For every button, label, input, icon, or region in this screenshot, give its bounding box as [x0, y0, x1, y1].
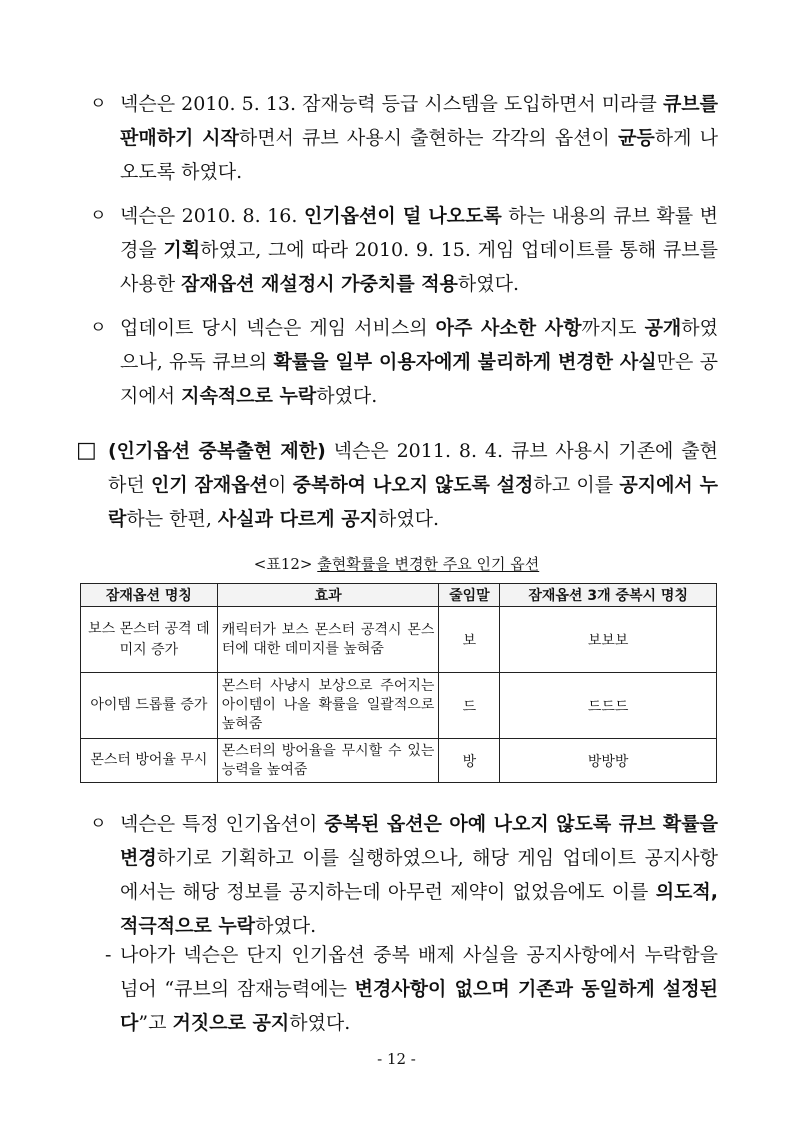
- header-abbrev: 줄임말: [439, 584, 500, 607]
- text-segment: 하는 한편,: [126, 508, 218, 530]
- text-segment: 하였고, 그에 따라 2010. 9. 15. 게임 업데이트를 통해 큐브를 사용한: [120, 239, 718, 295]
- cell-option-name: 몬스터 방어율 무시: [81, 739, 218, 783]
- dash-marker: -: [105, 944, 112, 966]
- header-option-name: 잠재옵션 명칭: [81, 584, 218, 607]
- text-segment: 넥슨은 2011. 8. 4. 큐브 사용시 기존에 출현하던: [108, 440, 718, 496]
- bullet-paragraph-3: [120, 311, 718, 413]
- bold-text-segment: 의도적, 적극적으로 누락: [120, 881, 718, 937]
- bold-text-segment: 잠재옵션 재설정시 가중치를 적용: [181, 273, 458, 295]
- text-segment: 하였으나, 유독 큐브의: [120, 317, 718, 373]
- text-segment: 하였다.: [289, 1012, 351, 1034]
- header-triple-name: 잠재옵션 3개 중복시 명칭: [500, 584, 717, 607]
- text-segment: 하였다.: [377, 508, 440, 530]
- text-segment: 하였다.: [316, 385, 378, 407]
- cell-option-name: 아이템 드롭률 증가: [81, 673, 218, 739]
- cell-triple-name: 방방방: [500, 739, 717, 783]
- bullet-paragraph-1: [120, 87, 718, 189]
- table-caption: [0, 553, 793, 574]
- text-segment: ”고: [138, 1012, 173, 1034]
- bullet-paragraph-4: [120, 807, 718, 943]
- header-effect: 효과: [217, 584, 439, 607]
- bold-text-segment: 균등: [618, 127, 655, 149]
- cell-triple-name: 드드드: [500, 673, 717, 739]
- bold-text-segment: 큐브를 판매하기 시작: [120, 93, 718, 149]
- bold-text-segment: 공개: [644, 317, 682, 339]
- text-segment: 하였다.: [457, 273, 520, 295]
- bullet-marker: ㅇ: [90, 94, 107, 114]
- table-caption-prefix: <표12>: [253, 555, 318, 573]
- page-number: - 12 -: [377, 1050, 416, 1068]
- bold-text-segment: 공지에서 누락: [108, 474, 718, 530]
- cell-option-name: 보스 몬스터 공격 데미지 증가: [81, 607, 218, 673]
- text-segment: 이: [267, 474, 293, 496]
- bold-text-segment: 지속적으로 누락: [181, 385, 317, 407]
- bold-text-segment: 중복된 옵션은 아예 나오지 않도록 큐브 확률을 변경: [120, 813, 718, 869]
- bold-text-segment: 중복하여 나오지 않도록 설정: [292, 474, 534, 496]
- bullet-marker: ㅇ: [90, 814, 107, 834]
- cell-abbrev: 방: [439, 739, 500, 783]
- text-segment: 하면서 큐브 사용시 출현하는 각각의 옵션이: [238, 127, 619, 149]
- bullet-marker: ㅇ: [90, 206, 107, 226]
- text-segment: 하기로 기획하고 이를 실행하였으나, 해당 게임 업데이트 공지사항에서는 해당 정보를 공지하는데 아무런 제약이 없었음에도 이를: [120, 847, 718, 903]
- dash-paragraph: [120, 938, 718, 1040]
- cell-effect: 몬스터의 방어율을 무시할 수 있는 능력을 높여줌: [217, 739, 439, 783]
- cell-effect: 캐릭터가 보스 몬스터 공격시 몬스터에 대한 데미지를 높혀줌: [217, 607, 439, 673]
- bold-text-segment: 아주 사소한 사항: [435, 317, 582, 339]
- table-row: [81, 739, 717, 783]
- section-square-marker: □: [76, 438, 97, 463]
- cell-triple-name: 보보보: [500, 607, 717, 673]
- bold-text-segment: 인기옵션이 덜 나오도록: [303, 205, 502, 227]
- bold-text-segment: 기획: [163, 239, 201, 261]
- text-segment: 하고 이를: [533, 474, 620, 496]
- bold-text-segment: (인기옵션 중복출현 제한): [108, 440, 326, 462]
- bold-text-segment: 변경사항이 없으며 기존과 동일하게 설정된다: [120, 978, 718, 1034]
- text-segment: 하는 내용의 큐브 확률 변경을: [120, 205, 718, 261]
- bullet-marker: ㅇ: [90, 318, 107, 338]
- table-row: [81, 607, 717, 673]
- section-paragraph: [108, 434, 718, 536]
- text-segment: 나아가 넥슨은 단지 인기옵션 중복 배제 사실을 공지사항에서 누락함을 넘어 “큐브의 잠재능력에는: [120, 944, 718, 1000]
- cell-abbrev: 보: [439, 607, 500, 673]
- text-segment: 업데이트 당시 넥슨은 게임 서비스의: [120, 317, 436, 339]
- text-segment: 하였다.: [255, 915, 317, 937]
- text-segment: 넥슨은 2010. 8. 16.: [120, 205, 304, 227]
- text-segment: 까지도: [581, 317, 645, 339]
- text-segment: 하게 나오도록 하였다.: [120, 127, 718, 183]
- option-table: [80, 583, 717, 783]
- text-segment: 넥슨은 2010. 5. 13. 잠재능력 등급 시스템을 도입하면서 미라클: [120, 93, 663, 115]
- bold-text-segment: 확률을 일부 이용자에게 불리하게 변경한 사실: [273, 351, 657, 373]
- bold-text-segment: 사실과 다르게 공지: [217, 508, 378, 530]
- bullet-paragraph-2: [120, 199, 718, 301]
- bold-text-segment: 인기 잠재옵션: [150, 474, 268, 496]
- table-caption-title: 출현확률을 변경한 주요 인기 옵션: [317, 555, 540, 573]
- bold-text-segment: 거짓으로 공지: [172, 1012, 290, 1034]
- text-segment: 만은 공지에서: [120, 351, 718, 407]
- cell-abbrev: 드: [439, 673, 500, 739]
- text-segment: 넥슨은 특정 인기옵션이: [120, 813, 325, 835]
- table-row: [81, 673, 717, 739]
- cell-effect: 몬스터 사냥시 보상으로 주어지는 아이템이 나올 확률을 일괄적으로 높혀줌: [217, 673, 439, 739]
